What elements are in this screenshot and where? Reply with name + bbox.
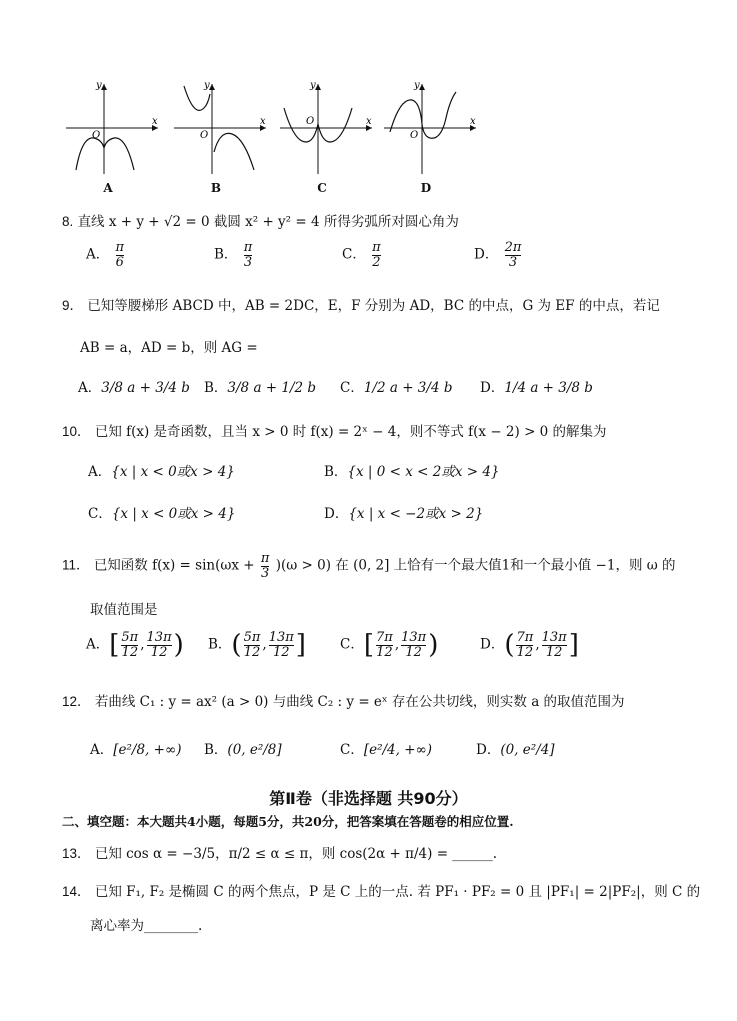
- graph-b: [170, 78, 268, 178]
- graph-d: [380, 78, 478, 178]
- q9-option-d[interactable]: D．1/4 a + 3/8 b: [480, 380, 593, 396]
- q12-option-b[interactable]: B．(0, e²/8]: [204, 742, 282, 758]
- svg-text:O: O: [306, 116, 315, 127]
- q10-option-d[interactable]: D．{x | x < −2或x > 2}: [324, 506, 484, 522]
- q8-option-b[interactable]: B． $\frac{\pi}{3}$: [214, 240, 253, 270]
- graph-c: [276, 78, 374, 178]
- q9-option-a[interactable]: A．3/8 a + 3/4 b: [78, 380, 190, 396]
- svg-text:y: y: [414, 80, 420, 91]
- svg-text:x: x: [260, 116, 266, 127]
- svg-text:y: y: [96, 80, 102, 91]
- svg-text:O: O: [410, 130, 419, 141]
- question-11-line2: 取值范围是: [90, 602, 158, 618]
- q11-option-d[interactable]: D．( $\frac{7\pi}{12}$ , $\frac{13\pi}{12}$ ]: [480, 629, 579, 660]
- graph-a: [62, 78, 160, 178]
- pi-over-3: $\frac{\pi}{3}$: [260, 551, 270, 581]
- graph-b-label: B: [210, 181, 222, 195]
- question-stem: 已知 f(x) 是奇函数，且当 x > 0 时 f(x) = 2ˣ − 4，则不等式 f(x − 2) > 0 的解集为: [94, 424, 607, 440]
- svg-text:x: x: [470, 116, 476, 127]
- svg-text:O: O: [200, 130, 209, 141]
- question-stem: 若曲线 C₁ : y = ax² (a > 0) 与曲线 C₂ : y = eˣ 存在公共切线，则实数 a 的取值范围为: [94, 694, 625, 710]
- q8-option-a[interactable]: A． $\frac{\pi}{6}$: [86, 240, 125, 270]
- question-8: [62, 210, 459, 230]
- q10-option-a[interactable]: A．{x | x < 0或x > 4}: [88, 464, 235, 480]
- section-instructions: 二、填空题：本大题共4小题，每题5分，共20分，把答案填在答题卷的相应位置.: [62, 814, 514, 829]
- question-stem: 已知等腰梯形 ABCD 中，AB = 2DC，E，F 分别为 AD，BC 的中点，G 为 EF 的中点，若记: [87, 298, 660, 314]
- question-14-line2: 离心率为________.: [90, 918, 203, 934]
- section-title: 第Ⅱ卷（非选择题 共90分）: [269, 789, 468, 808]
- function-graphs: [62, 78, 476, 198]
- q9-option-c[interactable]: C．1/2 a + 3/4 b: [340, 380, 453, 396]
- q8-option-c[interactable]: C． $\frac{\pi}{2}$: [342, 240, 381, 270]
- svg-text:y: y: [310, 80, 316, 91]
- question-number: 8.: [62, 214, 74, 229]
- graph-c-label: C: [317, 181, 327, 195]
- svg-text:y: y: [204, 80, 210, 91]
- q8-option-d[interactable]: D． $\frac{2\pi}{3}$: [474, 240, 522, 270]
- q11-option-a[interactable]: A．[ $\frac{5\pi}{12}$ , $\frac{13\pi}{12}$ ): [86, 629, 184, 660]
- svg-text:x: x: [152, 116, 158, 127]
- question-stem: 已知 cos α = −3/5，π/2 ≤ α ≤ π，则 cos(2α + π/4) = ______.: [94, 846, 498, 862]
- q9-option-b[interactable]: B．3/8 a + 1/2 b: [204, 380, 317, 396]
- q10-option-c[interactable]: C．{x | x < 0或x > 4}: [88, 506, 236, 522]
- q11-option-c[interactable]: C．[ $\frac{7\pi}{12}$ , $\frac{13\pi}{12}$ ): [340, 629, 439, 660]
- svg-text:O: O: [92, 130, 101, 141]
- q12-option-a[interactable]: A．[e²/8, +∞): [90, 742, 182, 758]
- question-stem: 已知 F₁, F₂ 是椭圆 C 的两个焦点，P 是 C 上的一点. 若 PF₁ · PF₂ = 0 且 |PF₁| = 2|PF₂|，则 C 的: [94, 884, 701, 900]
- question-11: 11． 已知函数 f(x) = sin(ωx + $\frac{\pi}{3}$ )(ω > 0) 在 (0, 2] 上恰有一个最大值1和一个最小值 −1，则 ω 的: [62, 551, 676, 581]
- q10-option-b[interactable]: B．{x | 0 < x < 2或x > 4}: [324, 464, 500, 480]
- q12-option-d[interactable]: D．(0, e²/4]: [476, 742, 555, 758]
- question-13: 13． 已知 cos α = −3/5，π/2 ≤ α ≤ π，则 cos(2α + π/4) = ______.: [62, 846, 498, 862]
- question-10: 10． 已知 f(x) 是奇函数，且当 x > 0 时 f(x) = 2ˣ − 4，则不等式 f(x − 2) > 0 的解集为: [62, 424, 607, 440]
- q12-option-c[interactable]: C．[e²/4, +∞): [340, 742, 433, 758]
- svg-text:x: x: [366, 116, 372, 127]
- graph-a-label: A: [103, 181, 113, 195]
- question-9-line2: AB = a，AD = b，则 AG =: [80, 340, 258, 356]
- question-stem: 直线 x + y + √2 = 0 截圆 x² + y² = 4 所得劣弧所对圆心角为: [77, 214, 459, 230]
- q11-option-b[interactable]: B．( $\frac{5\pi}{12}$ , $\frac{13\pi}{12}$ ]: [208, 629, 306, 660]
- question-9: 9． 已知等腰梯形 ABCD 中，AB = 2DC，E，F 分别为 AD，BC 的中点，G 为 EF 的中点，若记: [62, 298, 660, 314]
- question-12: 12． 若曲线 C₁ : y = ax² (a > 0) 与曲线 C₂ : y = eˣ 存在公共切线，则实数 a 的取值范围为: [62, 694, 625, 710]
- question-14: 14． 已知 F₁, F₂ 是椭圆 C 的两个焦点，P 是 C 上的一点. 若 PF₁ · PF₂ = 0 且 |PF₁| = 2|PF₂|，则 C 的: [62, 884, 701, 900]
- graph-d-label: D: [420, 181, 432, 195]
